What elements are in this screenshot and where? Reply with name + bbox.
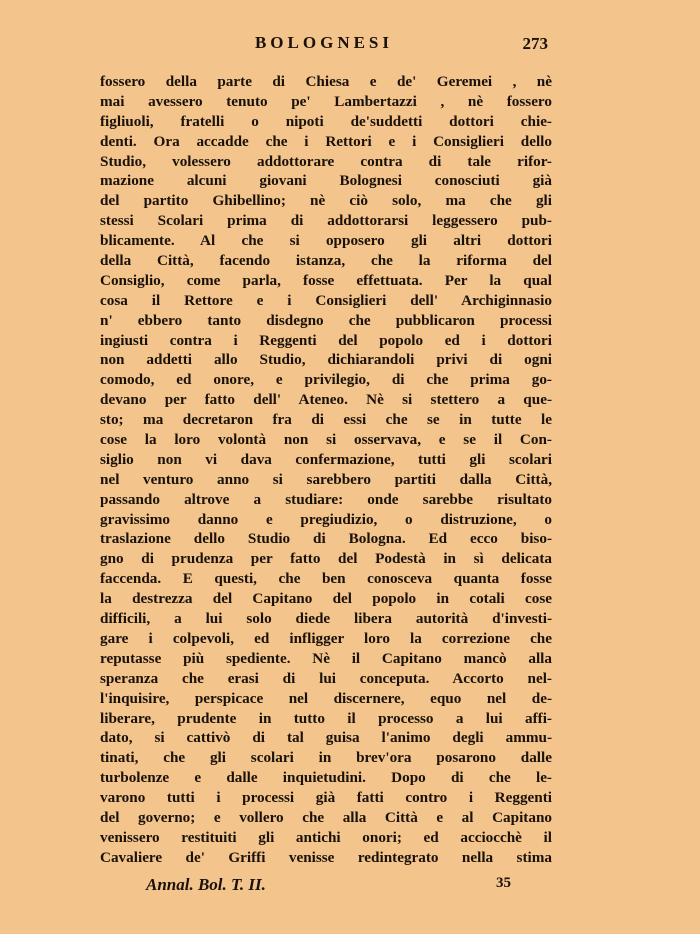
text-line: figliuoli, fratelli o nipoti de'suddetti dottori chie-: [100, 112, 552, 130]
text-line: stessi Scolari prima di addottorarsi leggessero pub-: [100, 212, 552, 230]
text-line: gare i colpevoli, ed infligger loro la correzione che: [100, 629, 552, 647]
text-line: devano per fatto dell' Ateneo. Nè si stettero a que-: [100, 391, 552, 409]
text-line: n' ebbero tanto disdegno che pubblicaron processi: [100, 311, 552, 329]
text-line: varono tutti i processi già fatti contro i Reggenti: [100, 789, 552, 807]
text-line: tinati, che gli scolari in brev'ora posarono dalle: [100, 749, 552, 767]
text-line: ingiusti contra i Reggenti del popolo ed i dottori: [100, 331, 552, 349]
text-line: faccenda. E questi, che ben conosceva quanta fosse: [100, 570, 552, 588]
text-line: denti. Ora accadde che i Rettori e i Consiglieri dello: [100, 132, 552, 150]
running-head: BOLOGNESI: [254, 33, 394, 52]
text-line: liberare, prudente in tutto il processo a lui affi-: [100, 709, 552, 727]
page-header: [100, 33, 548, 55]
text-line: del partito Ghibellino; nè ciò solo, ma che gli: [100, 192, 552, 210]
text-line: Cavaliere de' Griffi venisse redintegrato nella stima: [100, 848, 552, 866]
body-text: [100, 72, 552, 868]
text-line: gno di prudenza per fatto del Podestà in sì delicata: [100, 550, 552, 568]
page-number: 273: [522, 34, 548, 53]
text-line: non addetti allo Studio, dichiarandoli privi di ogni: [100, 351, 552, 369]
text-line: del governo; e vollero che alla Città e al Capitano: [100, 808, 552, 826]
text-line: Studio, volessero addottorare contra di tale rifor-: [100, 152, 552, 170]
text-line: mazione alcuni giovani Bolognesi conosciuti già: [100, 172, 552, 190]
text-line: sto; ma decretaron fra di essi che se in tutte le: [100, 411, 552, 429]
text-line: cosa il Rettore e i Consiglieri dell' Archiginnasio: [100, 291, 552, 309]
text-line: venissero restituiti gli antichi onori; ed acciocchè il: [100, 828, 552, 846]
text-line: cose la loro volontà non si osservava, e se il Con-: [100, 431, 552, 449]
text-line: gravissimo danno e pregiudizio, o distruzione, o: [100, 510, 552, 528]
text-line: fossero della parte di Chiesa e de' Geremei , nè: [100, 73, 552, 90]
text-line: dato, si cattivò di tal guisa l'animo degli ammu-: [100, 729, 552, 747]
page-footer: [100, 875, 552, 899]
text-line: difficili, a lui solo diede libera autorità d'investi-: [100, 610, 552, 628]
text-line: speranza che erasi di lui conceputa. Accorto nel-: [100, 669, 552, 687]
text-line: comodo, ed onore, e privilegio, di che prima go-: [100, 371, 552, 389]
text-line: passando altrove a studiare: onde sarebbe risultato: [100, 490, 552, 508]
text-line: traslazione dello Studio di Bologna. Ed ecco biso-: [100, 530, 552, 548]
text-line: siglio non vi dava confermazione, tutti gli scolari: [100, 450, 552, 468]
text-line: nel venturo anno si sarebbero partiti dalla Città,: [100, 470, 552, 488]
text-line: l'inquisire, perspicace nel discernere, equo nel de-: [100, 689, 552, 707]
signature-mark: Annal. Bol. T. II.: [146, 875, 266, 894]
text-line: reputasse più spediente. Nè il Capitano mancò alla: [100, 649, 552, 667]
text-line: della Città, facendo istanza, che la riforma del: [100, 252, 552, 270]
text-line: mai avessero tenuto pe' Lambertazzi , nè fossero: [100, 92, 552, 110]
text-line: Consiglio, come parla, fosse effettuata. Per la qual: [100, 271, 552, 289]
sheet-number: 35: [496, 875, 511, 891]
text-line: turbolenze e dalle inquietudini. Dopo di che le-: [100, 769, 552, 787]
text-line: la destrezza del Capitano del popolo in cotali cose: [100, 590, 552, 608]
text-line: blicamente. Al che si opposero gli altri dottori: [100, 232, 552, 250]
